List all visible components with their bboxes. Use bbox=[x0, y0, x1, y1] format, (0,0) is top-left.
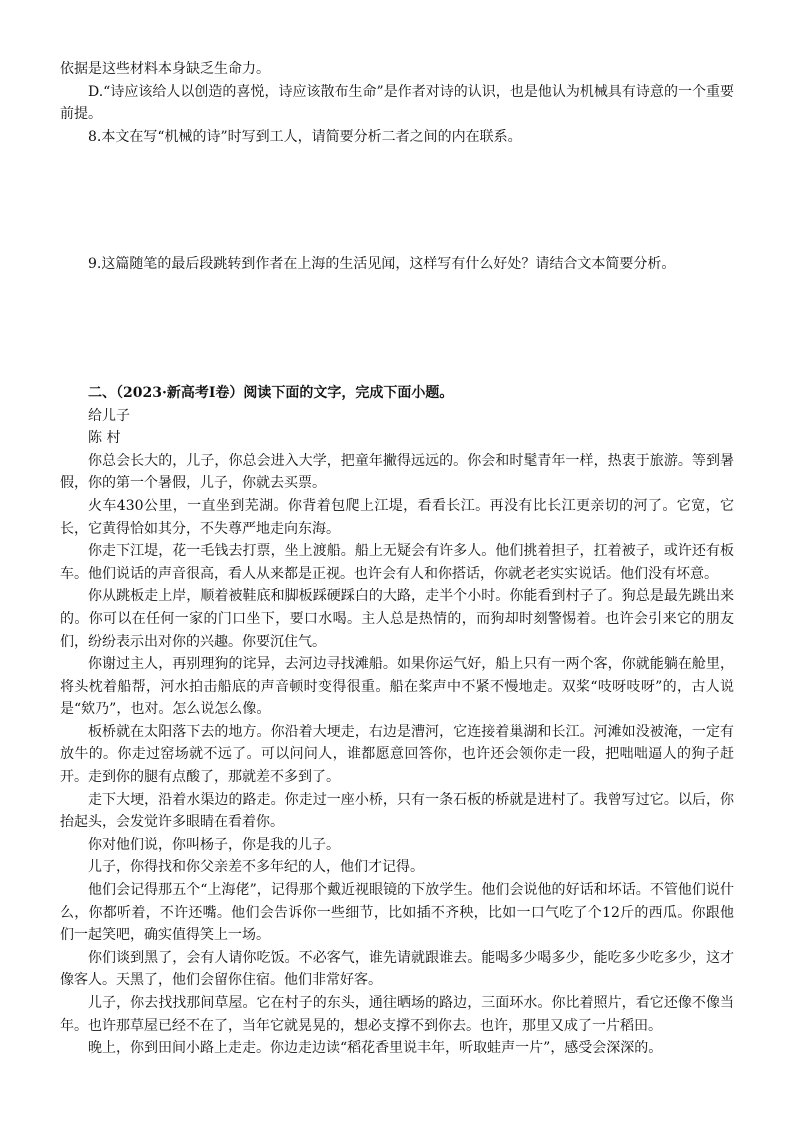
answer-space-q9 bbox=[60, 276, 734, 382]
passage-title: 给儿子 bbox=[88, 407, 130, 424]
passage-paragraph: 你们谈到黑了，会有人请你吃饭。不必客气，谁先请就跟谁去。能喝多少喝多少，能吃多少吃多少，这才像客人。天黑了，他们会留你住宿。他们非常好客。 bbox=[60, 949, 734, 989]
passage-paragraph: 你从跳板走上岸，顺着被鞋底和脚板踩硬踩白的大路，走半个小时。你能看到村子了。狗总是最先跳出来的。你可以在任何一家的门口坐下，要口水喝。主人总是热情的，而狗却时刻警惕着。也许会引来它的朋友们，纷纷表示出对你的兴趣。你要沉住气。 bbox=[60, 588, 734, 650]
answer-space-q8 bbox=[60, 148, 734, 253]
passage-paragraph: 火车430公里，一直坐到芜湖。你背着包爬上江堤，看看长江。再没有比长江更亲切的河了。它宽，它长，它黄得恰如其分，不失尊严地走向东海。 bbox=[60, 497, 734, 537]
question-8: 8.本文在写“机械的诗”时写到工人，请简要分析二者之间的内在联系。 bbox=[88, 128, 522, 145]
passage-paragraph: 你谢过主人，再别理狗的诧异，去河边寻找滩船。如果你运气好，船上只有一两个客，你就能躺在舱里，将头枕着船帮，河水拍击船底的声音顿时变得很重。船在桨声中不紧不慢地走。双桨“吱呀吱呀”的，古人说是“欸乃”，也对。怎么说怎么像。 bbox=[60, 656, 734, 718]
passage-paragraph: 走下大埂，沿着水渠边的路走。你走过一座小桥，只有一条石板的桥就是进村了。我曾写过它。以后，你抬起头，会发觉许多眼睛在看着你。 bbox=[60, 791, 734, 831]
question-9: 9.这篇随笔的最后段跳转到作者在上海的生活见闻，这样写有什么好处？请结合文本简要分析。 bbox=[88, 256, 676, 273]
passage-paragraph: 你总会长大的，儿子，你总会进入大学，把童年撇得远远的。你会和时髦青年一样，热衷于旅游。等到暑假，你的第一个暑假，儿子，你就去买票。 bbox=[60, 452, 734, 492]
passage-paragraph: 你对他们说，你叫杨子，你是我的儿子。 bbox=[88, 836, 340, 853]
section-heading: 二、（2023·新高考Ⅰ卷）阅读下面的文字，完成下面小题。 bbox=[88, 384, 454, 401]
passage-paragraph: 你走下江堤，花一毛钱去打票，坐上渡船。船上无疑会有许多人。他们挑着担子，扛着被子，或许还有板车。他们说话的声音很高，看人从来都是正视。也许会有人和你搭话，你就老老实实说话。他们没有坏意。 bbox=[60, 543, 734, 582]
passage-author: 陈 村 bbox=[88, 430, 121, 447]
passage-paragraph: 晚上，你到田间小路上走走。你边走边读“稻花香里说丰年，听取蛙声一片”，感受会深深的。 bbox=[88, 1040, 663, 1057]
option-c-tail: 依据是这些材料本身缺乏生命力。 bbox=[60, 61, 270, 77]
passage-paragraph: 板桥就在太阳落下去的地方。你沿着大埂走，右边是漕河，它连接着巢湖和长江。河滩如没被淹，一定有放牛的。你走过窑场就不远了。可以问问人，谁都愿意回答你，也许还会领你走一段，把咄咄逼人的狗子赶开。走到你的腿有点酸了，那就差不多到了。 bbox=[60, 723, 734, 786]
passage-paragraph: 儿子，你去找找那间草屋。它在村子的东头，通往晒场的路边，三面环水。你比着照片，看它还像不像当年。也许那草屋已经不在了，当年它就晃晃的，想必支撑不到你去。也许，那里又成了一片稻田。 bbox=[60, 995, 734, 1034]
passage-paragraph: 儿子，你得找和你父亲差不多年纪的人，他们才记得。 bbox=[88, 859, 424, 876]
option-d: D.“诗应该给人以创造的喜悦，诗应该散布生命”是作者对诗的认识，也是他认为机械具有诗意的一个重要前提。 bbox=[60, 83, 734, 123]
passage-paragraph: 他们会记得那五个“上海佬”，记得那个戴近视眼镜的下放学生。他们会说他的好话和坏话。不管他们说什么，你都听着，不许还嘴。他们会告诉你一些细节，比如插不齐秧，比如一口气吃了个12斤的西瓜。你跟他们一起笑吧，确实值得笑上一场。 bbox=[60, 882, 734, 944]
